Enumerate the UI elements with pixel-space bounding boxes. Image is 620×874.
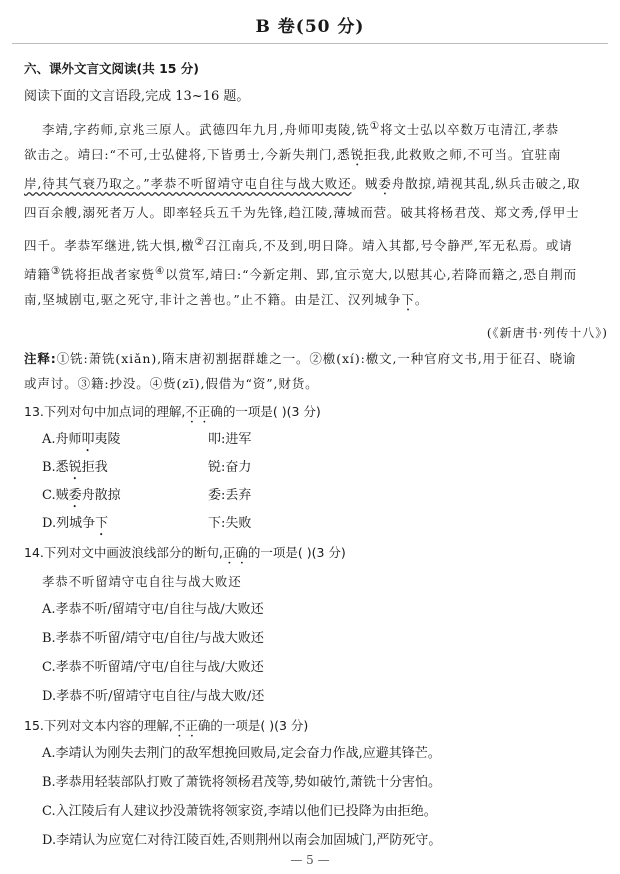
- q15-option-c: C.入江陵后有人建议抄没萧铣将领家资,李靖以他们已投降为由拒绝。: [42, 804, 437, 819]
- emphasized-word: 下: [401, 292, 415, 307]
- emphasized-word: 委: [378, 176, 392, 191]
- question-13-stem: 13.下列对句中加点词的理解,不正确的一项是( )(3 分): [24, 404, 321, 419]
- section-title: 六、课外文言文阅读(共 15 分): [24, 61, 200, 76]
- q14-option-c: C.孝恭不听留靖/守屯/自往与战/大败还: [42, 660, 264, 675]
- reading-instruction: 阅读下面的文言语段,完成 13~16 题。: [24, 89, 250, 104]
- footnote-marker: ④: [154, 265, 166, 277]
- question-15-stem: 15.下列对文本内容的理解,不正确的一项是( )(3 分): [24, 718, 309, 733]
- passage-line-4: 四百余艘,溺死者万人。即率轻兵五千为先锋,趋江陵,薄城而营。破其将杨君茂、郑文秀,俘甲士: [24, 205, 580, 220]
- exam-part-title: B 卷(50 分): [255, 17, 365, 37]
- q13-option-b: B.悉锐拒我: [42, 460, 108, 475]
- q13-option-d: D.列城争下: [42, 516, 109, 531]
- passage-source: (《新唐书·列传十八》): [486, 326, 608, 340]
- annotation-line-1: 注释:①铣:萧铣(xiǎn),隋末唐初割据群雄之一。②檄(xí):檄文,一种官府文书,用于征召、晓谕: [24, 351, 577, 366]
- footnote-marker: ③: [50, 265, 62, 277]
- q15-option-d: D.李靖认为应宽仁对待江陵百姓,否则荆州以南会加固城门,严防死守。: [42, 833, 442, 848]
- footnote-marker: ②: [194, 236, 205, 248]
- question-14-stem: 14.下列对文中画波浪线部分的断句,正确的一项是( )(3 分): [24, 545, 346, 560]
- q15-option-a: A.李靖认为刚失去荆门的敌军想挽回败局,定会奋力作战,应避其锋芒。: [42, 746, 441, 761]
- q14-option-d: D.孝恭不听/留靖守屯自往/与战大败/还: [42, 689, 265, 704]
- emphasized-word: 锐: [350, 147, 365, 162]
- passage-line-1: 李靖,字药师,京兆三原人。武德四年九月,舟师叩夷陵,铣①将文士弘以卒数万屯清江,孝恭: [42, 120, 560, 138]
- q14-option-b: B.孝恭不听留/靖守屯/自往/与战大败还: [42, 631, 264, 646]
- passage-line-3: 岸,待其气衰乃取之。”孝恭不听留靖守屯自往与战大败还。贼委舟散掠,靖视其乱,纵兵击破之,取: [24, 176, 581, 191]
- wavy-underlined-text: 岸,待其气衰乃取之。”孝恭不听留靖守屯自往与战大败还: [24, 176, 352, 191]
- annotation-line-2: 或声讨。③籍:抄没。④赀(zī),假借为“资”,财货。: [24, 376, 319, 391]
- q13-option-c-meaning: 委:丢弃: [208, 488, 252, 503]
- passage-line-7: 南,坚城剧屯,驱之死守,非计之善也。”止不籍。由是江、汉列城争下。: [24, 292, 429, 307]
- q13-option-a-meaning: 叩:进军: [208, 432, 252, 447]
- passage-line-5: 四千。孝恭军继进,铣大惧,檄②召江南兵,不及到,明日降。靖入其都,号令静严,军无私焉。或请: [24, 236, 573, 254]
- q13-option-d-meaning: 下:失败: [208, 516, 252, 531]
- q13-option-b-meaning: 锐:奋力: [208, 460, 252, 475]
- passage-line-2: 欲击之。靖曰:“不可,士弘健将,下皆勇士,今新失荆门,悉锐拒我,此救败之师,不可当。宜驻南: [24, 147, 562, 162]
- title-divider: [12, 43, 608, 44]
- annotation-label: 注释:: [24, 351, 57, 366]
- q14-option-a: A.孝恭不听/留靖守屯/自往与战/大败还: [42, 602, 264, 617]
- q13-option-a: A.舟师叩夷陵: [42, 432, 121, 447]
- page-number: — 5 —: [290, 853, 330, 867]
- footnote-marker: ①: [369, 120, 380, 132]
- passage-line-6: 靖籍③铣将拒战者家赀④以赏军,靖曰:“今新定荆、郢,宜示宽大,以慰其心,若降而籍之,恐自荆而: [24, 265, 578, 283]
- q13-option-c: C.贼委舟散掠: [42, 488, 121, 503]
- q14-quoted-sentence: 孝恭不听留靖守屯自往与战大败还: [42, 574, 242, 589]
- q15-option-b: B.孝恭用轻装部队打败了萧铣将领杨君茂等,势如破竹,萧铣十分害怕。: [42, 775, 441, 790]
